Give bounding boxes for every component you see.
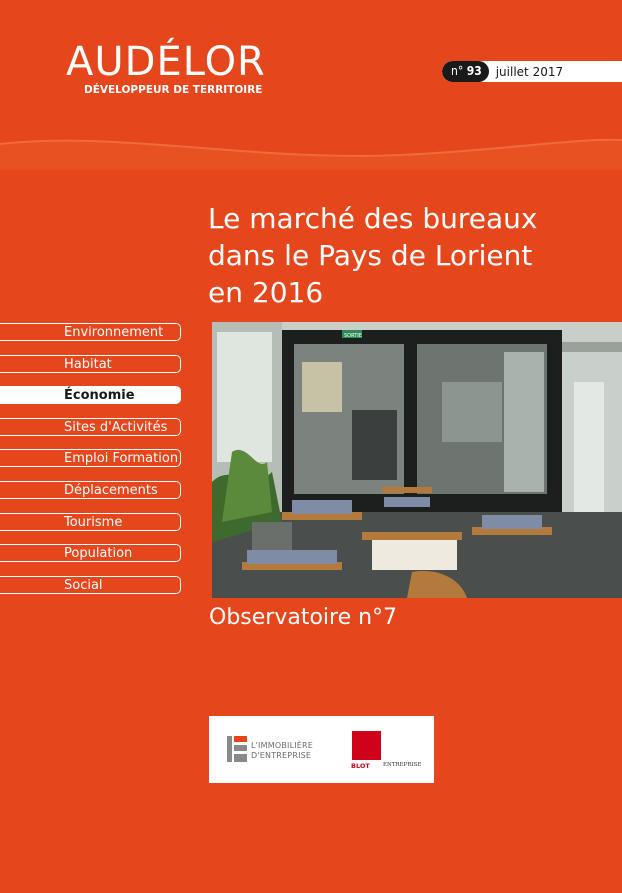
nav-item-habitat[interactable]: Habitat: [0, 355, 181, 373]
logo-tagline: DÉVELOPPEUR DE TERRITOIRE: [84, 84, 263, 96]
theme-nav: [0, 323, 182, 607]
nav-item-environnement[interactable]: Environnement: [0, 323, 181, 341]
exit-sign-text: SORTIE: [344, 333, 362, 339]
title-line-1: Le marché des bureaux: [208, 202, 538, 235]
nav-item-population[interactable]: Population: [0, 544, 181, 562]
office-lobby-photo: [212, 322, 622, 598]
nav-item-economie[interactable]: Économie: [0, 386, 181, 404]
office-lobby-illustration: [212, 322, 622, 598]
immobiliere-line-2: D'ENTREPRISE: [251, 751, 312, 760]
observatoire-subtitle: Observatoire n°7: [209, 605, 398, 630]
issue-badge: [442, 61, 622, 82]
header-wave: [0, 110, 622, 170]
blot-logo-sub: ENTREPRISE: [383, 762, 422, 768]
logo-wordmark: AUDÉLOR: [66, 39, 266, 85]
issue-date: juillet 2017: [495, 64, 564, 79]
title-line-3: en 2016: [208, 276, 324, 309]
blot-logo-brand: BLOT: [351, 762, 370, 770]
page-title: [208, 200, 608, 311]
audelor-logo: [66, 40, 266, 96]
issue-number: 93: [466, 64, 482, 78]
nav-item-emploi-formation[interactable]: Emploi Formation: [0, 449, 181, 467]
nav-item-social[interactable]: Social: [0, 576, 181, 594]
nav-item-tourisme[interactable]: Tourisme: [0, 513, 181, 531]
blot-logo-square: [352, 731, 381, 760]
immobiliere-logo-icon: [227, 736, 247, 762]
partners-box: [209, 716, 434, 783]
immobiliere-logo-text: [251, 741, 313, 761]
immobiliere-line-1: L'IMMOBILIÈRE: [251, 741, 314, 750]
nav-item-deplacements[interactable]: Déplacements: [0, 481, 181, 499]
nav-item-sites-activites[interactable]: Sites d'Activités: [0, 418, 181, 436]
issue-number-pill: [442, 61, 489, 82]
issue-number-prefix: n°: [451, 64, 464, 78]
title-line-2: dans le Pays de Lorient: [208, 239, 533, 272]
